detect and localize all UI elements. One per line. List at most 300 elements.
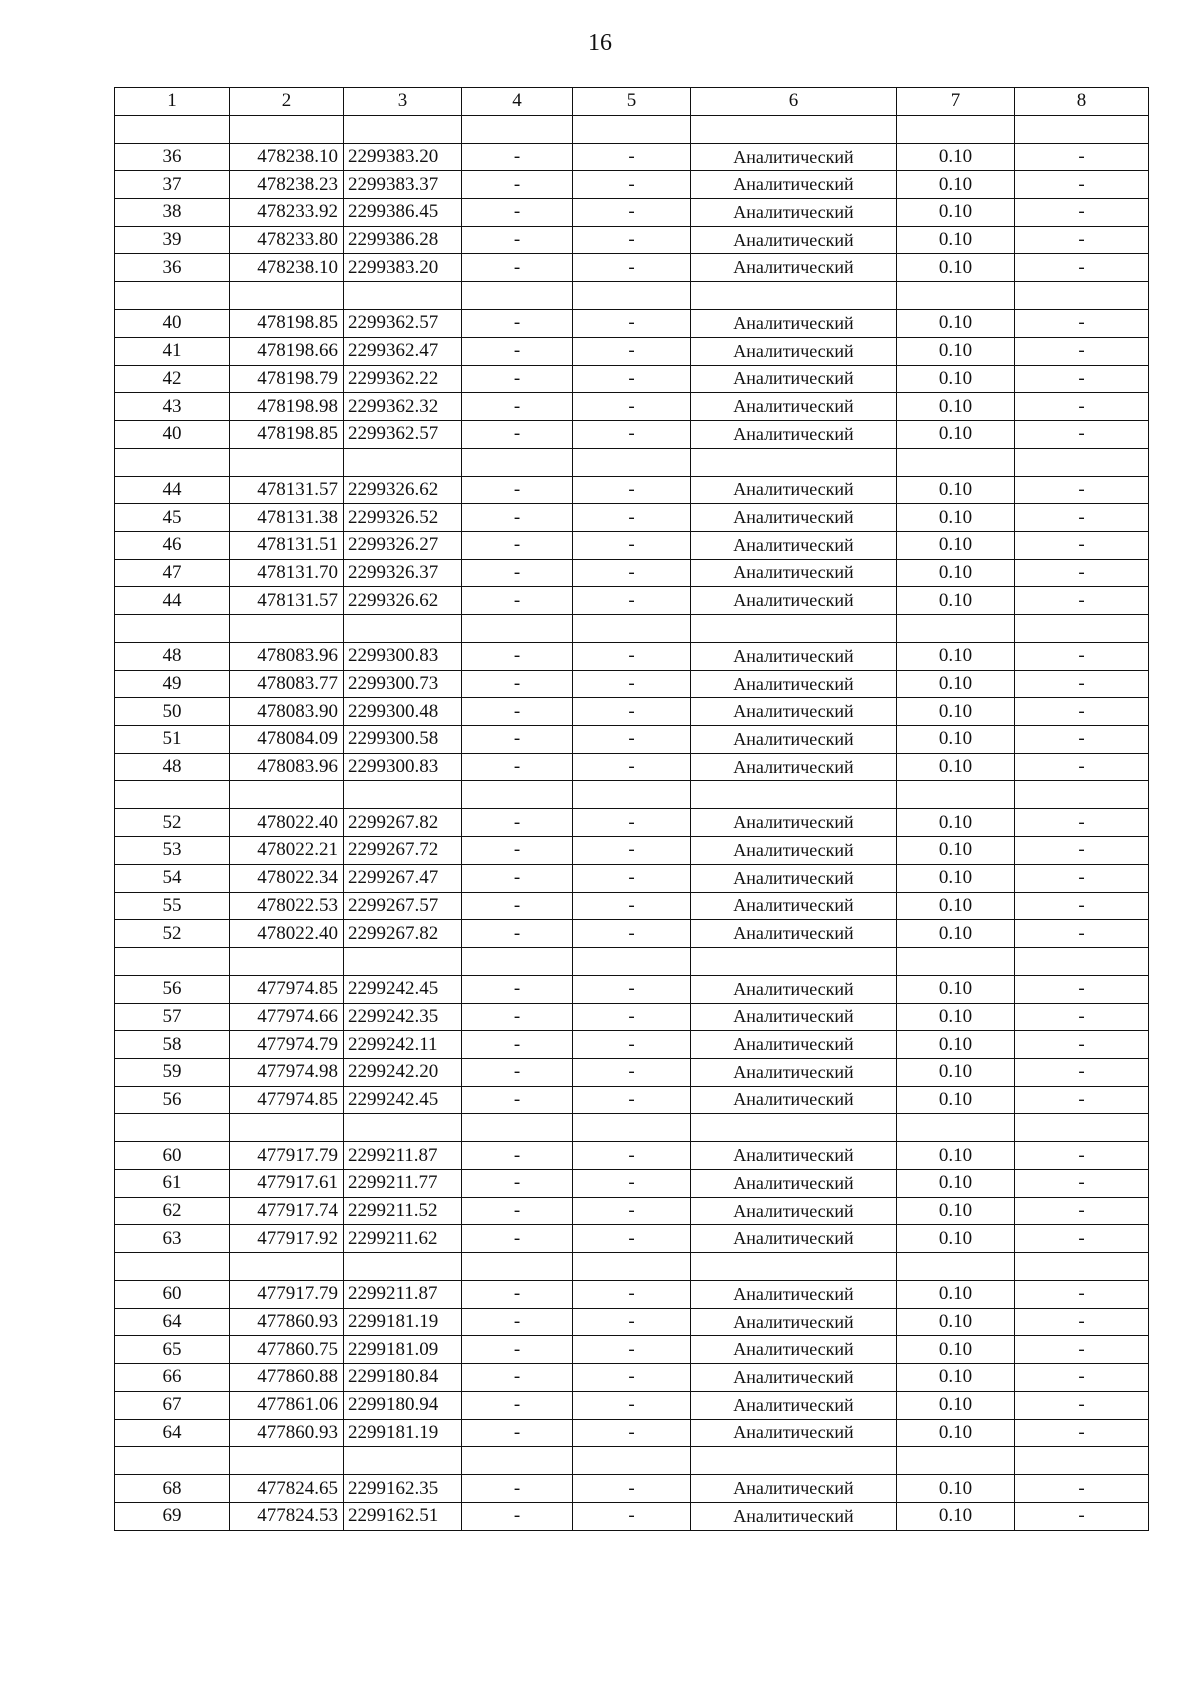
method-cell: Аналитический bbox=[691, 531, 897, 559]
col4-value-cell: - bbox=[462, 365, 573, 393]
method-cell: Аналитический bbox=[691, 1419, 897, 1447]
x-coordinate-cell: 477917.79 bbox=[230, 1281, 344, 1309]
accuracy-cell: 0.10 bbox=[897, 1003, 1015, 1031]
y-coordinate-cell: 2299362.22 bbox=[344, 365, 462, 393]
empty-cell bbox=[344, 781, 462, 809]
method-cell: Аналитический bbox=[691, 670, 897, 698]
y-coordinate-cell: 2299326.52 bbox=[344, 504, 462, 532]
method-cell: Аналитический bbox=[691, 809, 897, 837]
empty-cell bbox=[230, 615, 344, 643]
point-number-cell: 60 bbox=[115, 1142, 230, 1170]
blank-separator-row bbox=[115, 1447, 1149, 1475]
method-cell: Аналитический bbox=[691, 1197, 897, 1225]
col8-value-cell: - bbox=[1015, 1364, 1149, 1392]
point-number-cell: 52 bbox=[115, 809, 230, 837]
empty-cell bbox=[344, 282, 462, 310]
y-coordinate-cell: 2299242.35 bbox=[344, 1003, 462, 1031]
table-row bbox=[115, 226, 1149, 254]
point-number-cell: 44 bbox=[115, 587, 230, 615]
col4-value-cell: - bbox=[462, 726, 573, 754]
method-cell: Аналитический bbox=[691, 1475, 897, 1503]
method-cell: Аналитический bbox=[691, 698, 897, 726]
accuracy-cell: 0.10 bbox=[897, 837, 1015, 865]
col8-value-cell: - bbox=[1015, 337, 1149, 365]
method-cell: Аналитический bbox=[691, 1225, 897, 1253]
col8-value-cell: - bbox=[1015, 837, 1149, 865]
empty-cell bbox=[115, 1253, 230, 1281]
y-coordinate-cell: 2299386.28 bbox=[344, 226, 462, 254]
table-row bbox=[115, 1308, 1149, 1336]
x-coordinate-cell: 478084.09 bbox=[230, 726, 344, 754]
method-cell: Аналитический bbox=[691, 837, 897, 865]
col8-value-cell: - bbox=[1015, 753, 1149, 781]
y-coordinate-cell: 2299362.32 bbox=[344, 393, 462, 421]
accuracy-cell: 0.10 bbox=[897, 1031, 1015, 1059]
empty-cell bbox=[1015, 448, 1149, 476]
empty-cell bbox=[115, 947, 230, 975]
column-header-8: 8 bbox=[1015, 88, 1149, 116]
empty-cell bbox=[230, 1253, 344, 1281]
accuracy-cell: 0.10 bbox=[897, 504, 1015, 532]
x-coordinate-cell: 478083.90 bbox=[230, 698, 344, 726]
y-coordinate-cell: 2299300.58 bbox=[344, 726, 462, 754]
column-header-3: 3 bbox=[344, 88, 462, 116]
col8-value-cell: - bbox=[1015, 143, 1149, 171]
col4-value-cell: - bbox=[462, 1197, 573, 1225]
table-row bbox=[115, 1281, 1149, 1309]
point-number-cell: 48 bbox=[115, 643, 230, 671]
column-header-5: 5 bbox=[573, 88, 691, 116]
method-cell: Аналитический bbox=[691, 504, 897, 532]
x-coordinate-cell: 477860.75 bbox=[230, 1336, 344, 1364]
accuracy-cell: 0.10 bbox=[897, 1170, 1015, 1198]
x-coordinate-cell: 478131.57 bbox=[230, 476, 344, 504]
accuracy-cell: 0.10 bbox=[897, 643, 1015, 671]
x-coordinate-cell: 478198.85 bbox=[230, 310, 344, 338]
method-cell: Аналитический bbox=[691, 1003, 897, 1031]
x-coordinate-cell: 477860.88 bbox=[230, 1364, 344, 1392]
accuracy-cell: 0.10 bbox=[897, 587, 1015, 615]
col8-value-cell: - bbox=[1015, 1336, 1149, 1364]
accuracy-cell: 0.10 bbox=[897, 864, 1015, 892]
col8-value-cell: - bbox=[1015, 310, 1149, 338]
point-number-cell: 63 bbox=[115, 1225, 230, 1253]
empty-cell bbox=[691, 1253, 897, 1281]
empty-cell bbox=[1015, 282, 1149, 310]
method-cell: Аналитический bbox=[691, 559, 897, 587]
empty-cell bbox=[462, 115, 573, 143]
col8-value-cell: - bbox=[1015, 587, 1149, 615]
col5-value-cell: - bbox=[573, 892, 691, 920]
x-coordinate-cell: 478131.38 bbox=[230, 504, 344, 532]
method-cell: Аналитический bbox=[691, 1281, 897, 1309]
point-number-cell: 46 bbox=[115, 531, 230, 559]
x-coordinate-cell: 478083.77 bbox=[230, 670, 344, 698]
empty-cell bbox=[344, 615, 462, 643]
col5-value-cell: - bbox=[573, 1031, 691, 1059]
table-row bbox=[115, 393, 1149, 421]
page-number: 16 bbox=[588, 30, 612, 56]
col4-value-cell: - bbox=[462, 698, 573, 726]
empty-cell bbox=[1015, 115, 1149, 143]
accuracy-cell: 0.10 bbox=[897, 365, 1015, 393]
point-number-cell: 61 bbox=[115, 1170, 230, 1198]
col4-value-cell: - bbox=[462, 975, 573, 1003]
accuracy-cell: 0.10 bbox=[897, 1086, 1015, 1114]
point-number-cell: 44 bbox=[115, 476, 230, 504]
table-row bbox=[115, 753, 1149, 781]
col5-value-cell: - bbox=[573, 226, 691, 254]
col5-value-cell: - bbox=[573, 864, 691, 892]
accuracy-cell: 0.10 bbox=[897, 476, 1015, 504]
col5-value-cell: - bbox=[573, 726, 691, 754]
y-coordinate-cell: 2299211.52 bbox=[344, 1197, 462, 1225]
col4-value-cell: - bbox=[462, 1281, 573, 1309]
point-number-cell: 41 bbox=[115, 337, 230, 365]
coordinates-table bbox=[114, 87, 1149, 1531]
point-number-cell: 69 bbox=[115, 1502, 230, 1530]
empty-cell bbox=[897, 115, 1015, 143]
col5-value-cell: - bbox=[573, 310, 691, 338]
accuracy-cell: 0.10 bbox=[897, 171, 1015, 199]
col8-value-cell: - bbox=[1015, 476, 1149, 504]
col8-value-cell: - bbox=[1015, 920, 1149, 948]
point-number-cell: 65 bbox=[115, 1336, 230, 1364]
point-number-cell: 53 bbox=[115, 837, 230, 865]
col5-value-cell: - bbox=[573, 1391, 691, 1419]
y-coordinate-cell: 2299383.20 bbox=[344, 254, 462, 282]
point-number-cell: 36 bbox=[115, 254, 230, 282]
y-coordinate-cell: 2299181.19 bbox=[344, 1308, 462, 1336]
method-cell: Аналитический bbox=[691, 337, 897, 365]
column-header-1: 1 bbox=[115, 88, 230, 116]
col8-value-cell: - bbox=[1015, 1308, 1149, 1336]
y-coordinate-cell: 2299211.77 bbox=[344, 1170, 462, 1198]
method-cell: Аналитический bbox=[691, 726, 897, 754]
blank-separator-row bbox=[115, 282, 1149, 310]
accuracy-cell: 0.10 bbox=[897, 670, 1015, 698]
y-coordinate-cell: 2299181.09 bbox=[344, 1336, 462, 1364]
empty-cell bbox=[897, 615, 1015, 643]
y-coordinate-cell: 2299242.11 bbox=[344, 1031, 462, 1059]
method-cell: Аналитический bbox=[691, 1058, 897, 1086]
col4-value-cell: - bbox=[462, 420, 573, 448]
blank-separator-row bbox=[115, 448, 1149, 476]
method-cell: Аналитический bbox=[691, 254, 897, 282]
y-coordinate-cell: 2299181.19 bbox=[344, 1419, 462, 1447]
accuracy-cell: 0.10 bbox=[897, 1197, 1015, 1225]
col4-value-cell: - bbox=[462, 643, 573, 671]
col5-value-cell: - bbox=[573, 1364, 691, 1392]
method-cell: Аналитический bbox=[691, 199, 897, 227]
table-row bbox=[115, 1336, 1149, 1364]
col5-value-cell: - bbox=[573, 670, 691, 698]
accuracy-cell: 0.10 bbox=[897, 1336, 1015, 1364]
empty-cell bbox=[115, 282, 230, 310]
x-coordinate-cell: 478198.98 bbox=[230, 393, 344, 421]
col5-value-cell: - bbox=[573, 559, 691, 587]
col5-value-cell: - bbox=[573, 393, 691, 421]
empty-cell bbox=[897, 1253, 1015, 1281]
point-number-cell: 49 bbox=[115, 670, 230, 698]
table-row bbox=[115, 1419, 1149, 1447]
blank-separator-row bbox=[115, 1253, 1149, 1281]
y-coordinate-cell: 2299162.51 bbox=[344, 1502, 462, 1530]
accuracy-cell: 0.10 bbox=[897, 393, 1015, 421]
col8-value-cell: - bbox=[1015, 226, 1149, 254]
col8-value-cell: - bbox=[1015, 864, 1149, 892]
point-number-cell: 64 bbox=[115, 1308, 230, 1336]
col8-value-cell: - bbox=[1015, 1031, 1149, 1059]
table-row bbox=[115, 837, 1149, 865]
col4-value-cell: - bbox=[462, 1419, 573, 1447]
col4-value-cell: - bbox=[462, 670, 573, 698]
method-cell: Аналитический bbox=[691, 892, 897, 920]
accuracy-cell: 0.10 bbox=[897, 1225, 1015, 1253]
table-row bbox=[115, 1031, 1149, 1059]
column-header-4: 4 bbox=[462, 88, 573, 116]
col5-value-cell: - bbox=[573, 1170, 691, 1198]
col5-value-cell: - bbox=[573, 643, 691, 671]
accuracy-cell: 0.10 bbox=[897, 143, 1015, 171]
empty-cell bbox=[691, 781, 897, 809]
table-row bbox=[115, 864, 1149, 892]
accuracy-cell: 0.10 bbox=[897, 559, 1015, 587]
col8-value-cell: - bbox=[1015, 1003, 1149, 1031]
empty-cell bbox=[462, 1447, 573, 1475]
empty-cell bbox=[344, 1253, 462, 1281]
col5-value-cell: - bbox=[573, 171, 691, 199]
table-row bbox=[115, 143, 1149, 171]
method-cell: Аналитический bbox=[691, 393, 897, 421]
table-body bbox=[115, 115, 1149, 1530]
col4-value-cell: - bbox=[462, 1475, 573, 1503]
col8-value-cell: - bbox=[1015, 892, 1149, 920]
point-number-cell: 47 bbox=[115, 559, 230, 587]
point-number-cell: 43 bbox=[115, 393, 230, 421]
accuracy-cell: 0.10 bbox=[897, 1502, 1015, 1530]
col8-value-cell: - bbox=[1015, 809, 1149, 837]
x-coordinate-cell: 478198.79 bbox=[230, 365, 344, 393]
col8-value-cell: - bbox=[1015, 698, 1149, 726]
col4-value-cell: - bbox=[462, 1336, 573, 1364]
point-number-cell: 68 bbox=[115, 1475, 230, 1503]
y-coordinate-cell: 2299242.45 bbox=[344, 975, 462, 1003]
col4-value-cell: - bbox=[462, 559, 573, 587]
col4-value-cell: - bbox=[462, 1031, 573, 1059]
method-cell: Аналитический bbox=[691, 171, 897, 199]
y-coordinate-cell: 2299211.87 bbox=[344, 1142, 462, 1170]
point-number-cell: 67 bbox=[115, 1391, 230, 1419]
empty-cell bbox=[230, 781, 344, 809]
table-row bbox=[115, 1475, 1149, 1503]
method-cell: Аналитический bbox=[691, 1031, 897, 1059]
empty-cell bbox=[115, 1447, 230, 1475]
table-row bbox=[115, 1003, 1149, 1031]
table-row bbox=[115, 1502, 1149, 1530]
table-row bbox=[115, 254, 1149, 282]
method-cell: Аналитический bbox=[691, 864, 897, 892]
col5-value-cell: - bbox=[573, 1308, 691, 1336]
accuracy-cell: 0.10 bbox=[897, 310, 1015, 338]
col5-value-cell: - bbox=[573, 587, 691, 615]
point-number-cell: 59 bbox=[115, 1058, 230, 1086]
point-number-cell: 36 bbox=[115, 143, 230, 171]
col8-value-cell: - bbox=[1015, 975, 1149, 1003]
point-number-cell: 51 bbox=[115, 726, 230, 754]
blank-separator-row bbox=[115, 781, 1149, 809]
empty-cell bbox=[1015, 1447, 1149, 1475]
blank-separator-row bbox=[115, 115, 1149, 143]
accuracy-cell: 0.10 bbox=[897, 1058, 1015, 1086]
point-number-cell: 38 bbox=[115, 199, 230, 227]
table-row bbox=[115, 809, 1149, 837]
y-coordinate-cell: 2299211.87 bbox=[344, 1281, 462, 1309]
y-coordinate-cell: 2299326.62 bbox=[344, 476, 462, 504]
blank-separator-row bbox=[115, 947, 1149, 975]
col4-value-cell: - bbox=[462, 1170, 573, 1198]
empty-cell bbox=[344, 1114, 462, 1142]
empty-cell bbox=[573, 1447, 691, 1475]
col4-value-cell: - bbox=[462, 864, 573, 892]
method-cell: Аналитический bbox=[691, 587, 897, 615]
col4-value-cell: - bbox=[462, 1308, 573, 1336]
y-coordinate-cell: 2299300.48 bbox=[344, 698, 462, 726]
accuracy-cell: 0.10 bbox=[897, 1475, 1015, 1503]
col5-value-cell: - bbox=[573, 1197, 691, 1225]
x-coordinate-cell: 478233.80 bbox=[230, 226, 344, 254]
y-coordinate-cell: 2299386.45 bbox=[344, 199, 462, 227]
x-coordinate-cell: 478238.10 bbox=[230, 254, 344, 282]
empty-cell bbox=[691, 448, 897, 476]
col5-value-cell: - bbox=[573, 1281, 691, 1309]
method-cell: Аналитический bbox=[691, 143, 897, 171]
col4-value-cell: - bbox=[462, 310, 573, 338]
point-number-cell: 45 bbox=[115, 504, 230, 532]
empty-cell bbox=[344, 115, 462, 143]
y-coordinate-cell: 2299300.83 bbox=[344, 753, 462, 781]
table-row bbox=[115, 171, 1149, 199]
x-coordinate-cell: 478131.51 bbox=[230, 531, 344, 559]
column-header-2: 2 bbox=[230, 88, 344, 116]
col8-value-cell: - bbox=[1015, 531, 1149, 559]
col8-value-cell: - bbox=[1015, 1475, 1149, 1503]
accuracy-cell: 0.10 bbox=[897, 975, 1015, 1003]
table-row bbox=[115, 310, 1149, 338]
empty-cell bbox=[573, 115, 691, 143]
table-row bbox=[115, 1364, 1149, 1392]
column-header-6: 6 bbox=[691, 88, 897, 116]
empty-cell bbox=[462, 781, 573, 809]
col4-value-cell: - bbox=[462, 1142, 573, 1170]
method-cell: Аналитический bbox=[691, 1308, 897, 1336]
col5-value-cell: - bbox=[573, 531, 691, 559]
col5-value-cell: - bbox=[573, 365, 691, 393]
table-row bbox=[115, 420, 1149, 448]
col4-value-cell: - bbox=[462, 753, 573, 781]
col8-value-cell: - bbox=[1015, 1086, 1149, 1114]
method-cell: Аналитический bbox=[691, 476, 897, 504]
method-cell: Аналитический bbox=[691, 1336, 897, 1364]
col5-value-cell: - bbox=[573, 1225, 691, 1253]
point-number-cell: 66 bbox=[115, 1364, 230, 1392]
table-row bbox=[115, 920, 1149, 948]
col4-value-cell: - bbox=[462, 587, 573, 615]
point-number-cell: 54 bbox=[115, 864, 230, 892]
point-number-cell: 42 bbox=[115, 365, 230, 393]
empty-cell bbox=[115, 1114, 230, 1142]
table-row bbox=[115, 1225, 1149, 1253]
col4-value-cell: - bbox=[462, 531, 573, 559]
col8-value-cell: - bbox=[1015, 365, 1149, 393]
col5-value-cell: - bbox=[573, 504, 691, 532]
col5-value-cell: - bbox=[573, 420, 691, 448]
point-number-cell: 62 bbox=[115, 1197, 230, 1225]
empty-cell bbox=[573, 448, 691, 476]
col8-value-cell: - bbox=[1015, 393, 1149, 421]
table-row bbox=[115, 1197, 1149, 1225]
x-coordinate-cell: 478233.92 bbox=[230, 199, 344, 227]
empty-cell bbox=[1015, 947, 1149, 975]
point-number-cell: 40 bbox=[115, 420, 230, 448]
y-coordinate-cell: 2299267.72 bbox=[344, 837, 462, 865]
empty-cell bbox=[1015, 781, 1149, 809]
x-coordinate-cell: 477974.66 bbox=[230, 1003, 344, 1031]
col5-value-cell: - bbox=[573, 1336, 691, 1364]
x-coordinate-cell: 478131.57 bbox=[230, 587, 344, 615]
col8-value-cell: - bbox=[1015, 1225, 1149, 1253]
accuracy-cell: 0.10 bbox=[897, 1391, 1015, 1419]
col8-value-cell: - bbox=[1015, 1391, 1149, 1419]
empty-cell bbox=[462, 448, 573, 476]
empty-cell bbox=[573, 781, 691, 809]
empty-cell bbox=[691, 282, 897, 310]
col5-value-cell: - bbox=[573, 1419, 691, 1447]
point-number-cell: 58 bbox=[115, 1031, 230, 1059]
col5-value-cell: - bbox=[573, 476, 691, 504]
col4-value-cell: - bbox=[462, 476, 573, 504]
y-coordinate-cell: 2299267.47 bbox=[344, 864, 462, 892]
x-coordinate-cell: 477860.93 bbox=[230, 1419, 344, 1447]
point-number-cell: 39 bbox=[115, 226, 230, 254]
y-coordinate-cell: 2299300.83 bbox=[344, 643, 462, 671]
empty-cell bbox=[691, 115, 897, 143]
header-row bbox=[115, 88, 1149, 116]
col8-value-cell: - bbox=[1015, 1502, 1149, 1530]
col8-value-cell: - bbox=[1015, 726, 1149, 754]
empty-cell bbox=[691, 1114, 897, 1142]
col5-value-cell: - bbox=[573, 1475, 691, 1503]
empty-cell bbox=[691, 947, 897, 975]
method-cell: Аналитический bbox=[691, 1086, 897, 1114]
column-header-7: 7 bbox=[897, 88, 1015, 116]
y-coordinate-cell: 2299242.45 bbox=[344, 1086, 462, 1114]
table-row bbox=[115, 643, 1149, 671]
col8-value-cell: - bbox=[1015, 504, 1149, 532]
method-cell: Аналитический bbox=[691, 420, 897, 448]
empty-cell bbox=[462, 282, 573, 310]
col8-value-cell: - bbox=[1015, 670, 1149, 698]
empty-cell bbox=[462, 947, 573, 975]
col4-value-cell: - bbox=[462, 254, 573, 282]
col4-value-cell: - bbox=[462, 171, 573, 199]
accuracy-cell: 0.10 bbox=[897, 1142, 1015, 1170]
method-cell: Аналитический bbox=[691, 1142, 897, 1170]
y-coordinate-cell: 2299383.37 bbox=[344, 171, 462, 199]
col4-value-cell: - bbox=[462, 393, 573, 421]
empty-cell bbox=[344, 1447, 462, 1475]
accuracy-cell: 0.10 bbox=[897, 892, 1015, 920]
